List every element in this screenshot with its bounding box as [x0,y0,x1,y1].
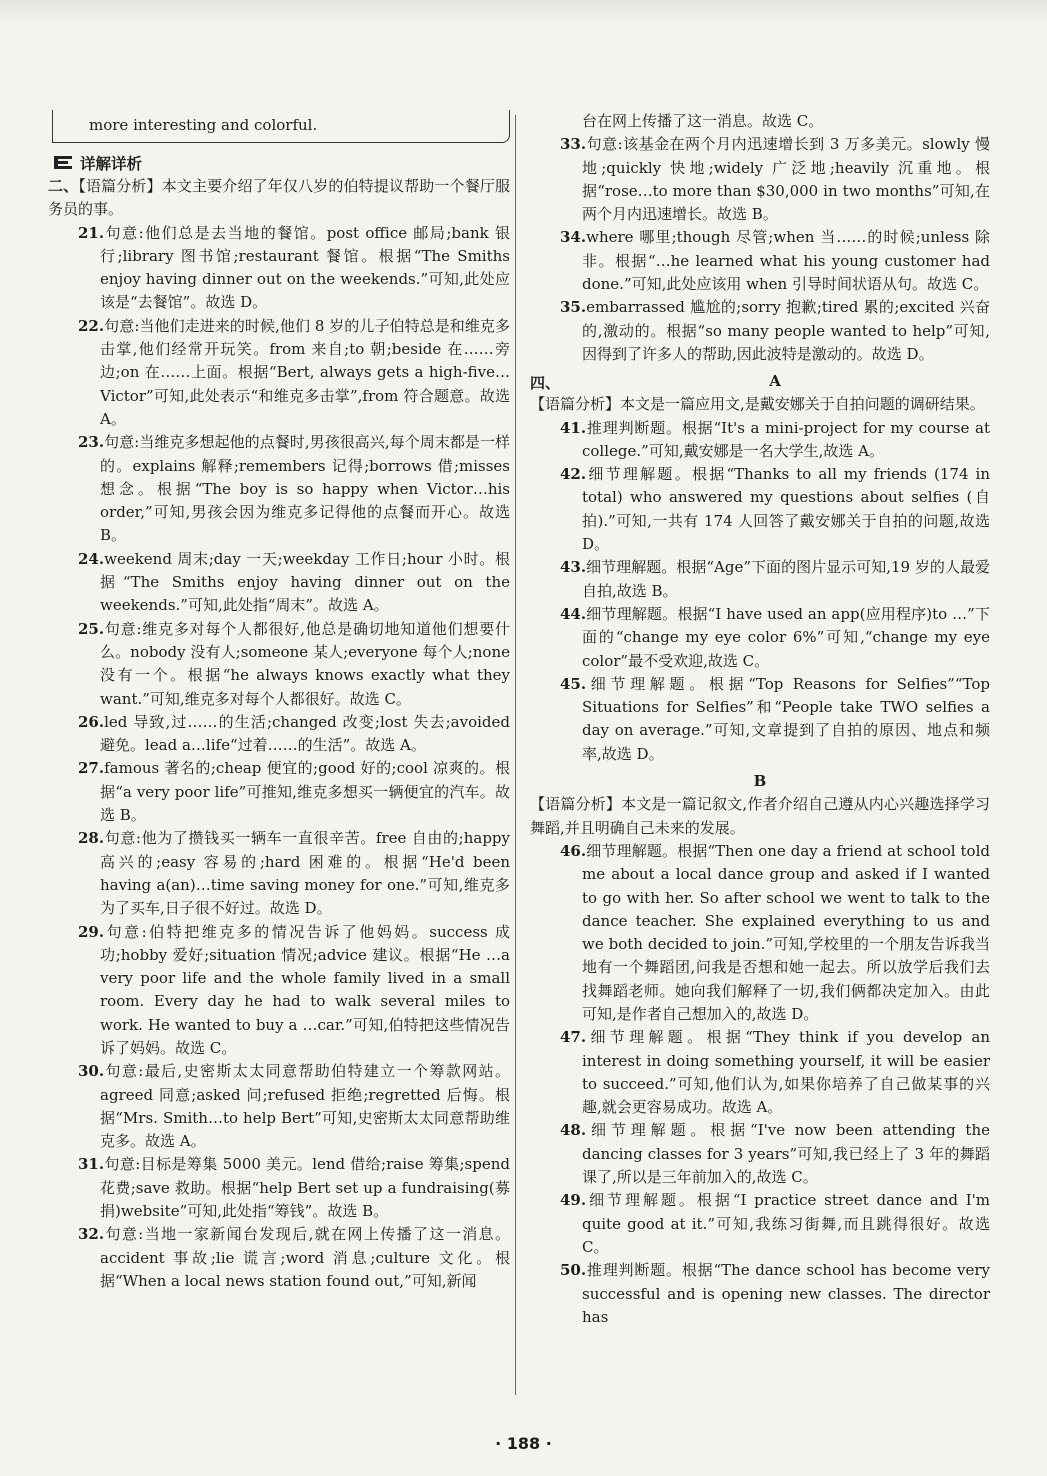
answer-item [48,1060,510,1153]
answer-item [48,618,510,711]
item-number: 24. [78,549,105,568]
item-number: 34. [560,228,587,247]
answer-item [48,548,510,618]
item-number: 49. [560,1191,587,1210]
item-number: 28. [78,829,105,848]
left-column [48,110,510,1293]
part-a-letter: A [769,372,781,391]
answer-item [530,133,990,226]
item-number: 50. [560,1261,587,1280]
list-icon [54,156,72,170]
section2-intro [48,175,510,222]
section4-header [530,372,990,393]
previous-box-tail [52,110,510,143]
box-tail-text: more interesting and colorful. [89,116,318,134]
section2-intro-text: 【语篇分析】本文主要介绍了年仅八岁的伯特提议帮助一个餐厅服务员的事。 [48,177,510,219]
item-number: 35. [560,298,587,317]
item-number: 30. [78,1062,105,1081]
section-heading [54,151,510,175]
answer-item [530,1189,990,1259]
item-text: 细节理解题。根据“Age”下面的图片显示可知,19 岁的人最爱自拍,故选 B。 [582,558,990,600]
answer-item [48,1223,510,1293]
column-divider [515,115,516,1395]
item-text: 细节理解题。根据“I practice street dance and I'm quite good at it.”可知,我练习街舞,而且跳得很好。故选 C。 [582,1191,990,1256]
right-column [530,110,990,1329]
answer-item [530,463,990,556]
item-number: 32. [78,1225,105,1244]
item-text: 句意:维克多对每个人都很好,他总是确切地知道他们想要什么。nobody 没有人;someone 某人;everyone 每个人;none 没有一个。根据“he always knows exactly what they want.”可知,维克多对每个人都很好。故选 C。 [100,619,510,708]
part-b-intro: 【语篇分析】本文是一篇记叙文,作者介绍自己遵从内心兴趣选择学习舞蹈,并且明确自己未来的发展。 [530,795,990,837]
answer-item [530,226,990,296]
answer-item [48,921,510,1061]
answer-item [530,603,990,673]
item-text: led 导致,过……的生活;changed 改变;lost 失去;avoided 避免。lead a…life“过着……的生活”。故选 A。 [100,712,510,755]
item-text: where 哪里;though 尽管;when 当……的时候;unless 除非。根据“…he learned what his young customer had done.”可知,此处应该用 when 引导时间状语从句。故选 C。 [582,228,990,294]
answer-item [48,222,510,315]
part-b-letter: B [753,772,767,791]
item-number: 47. [560,1028,587,1047]
item-text: embarrassed 尴尬的;sorry 抱歉;tired 累的;excited 兴奋的,激动的。根据“so many people wanted to help”可知,因得到了许多人的帮助,因此波特是激动的。故选 D。 [582,298,990,363]
answer-item [48,1153,510,1223]
item-number: 44. [560,604,587,623]
part-a-intro: 【语篇分析】本文是一篇应用文,是戴安娜关于自拍问题的调研结果。 [530,395,985,414]
item-text: 句意:他为了攒钱买一辆车一直很辛苦。free 自由的;happy 高兴的;easy 容易的;hard 困难的。根据“He'd been having a(an)…time saving money for one.”可知,维克多为了买车,日子很不好过。故选 D。 [100,829,510,918]
answer-item [530,673,990,766]
item-text: 细节理解题。根据“I've now been attending the dancing classes for 3 years”可知,我已经上了 3 年的舞蹈课了,所以是三年前加入的,故选 C。 [582,1121,990,1187]
answer-item [530,556,990,603]
item-text: 句意:当维克多想起他的点餐时,男孩很高兴,每个周末都是一样的。explains 解释;remembers 记得;borrows 借;misses 想念。根据“The boy is so happy when Victor…his order,”可知,男孩会因为维克多记得他的点餐而开心。故选 B。 [100,433,510,545]
page-number: · 188 · [495,1434,552,1453]
answer-item [48,315,510,431]
item-text: 细节理解题。根据“I have used an app(应用程序)to …”下面的“change my eye color 6%”可知,“change my eye color”最不受欢迎,故选 C。 [582,604,990,670]
item-number: 48. [560,1121,587,1140]
item-text: 句意:目标是筹集 5000 美元。lend 借给;raise 筹集;spend 花费;save 救助。根据“help Bert set up a fundraising(募捐)website”可知,此处指“筹钱”。故选 B。 [100,1155,510,1221]
section4-label: 四、 [530,374,561,393]
item-text: 细节理解题。根据“Top Reasons for Selfies”“Top Situations for Selfies”和“People take TWO selfies a day on average.”可知,文章提到了自拍的原因、地点和频率,故选 D。 [582,674,990,763]
item-number: 25. [78,619,105,638]
answer-item [48,711,510,758]
item-number: 27. [78,759,105,778]
item-number: 45. [560,674,587,693]
heading-text: 详解详析 [80,155,143,173]
answer-item [48,827,510,920]
item-number: 22. [78,316,105,335]
item-text: 句意:他们总是去当地的餐馆。post office 邮局;bank 银行;library 图书馆;restaurant 餐馆。根据“The Smiths enjoy having dinner out on the weekends.”可知,此处应该是“去餐馆”。故选 D。 [100,223,510,312]
item-number: 42. [560,465,587,484]
item-text: 细节理解题。根据“They think if you develop an interest in doing something yourself, it will be easier to succeed.”可知,他们认为,如果你培养了自己做某事的兴趣,就会更容易成功。故选 A。 [582,1028,990,1117]
item-text: famous 著名的;cheap 便宜的;good 好的;cool 凉爽的。根据“a very poor life”可推知,维克多想买一辆便宜的汽车。故选 B。 [100,759,510,825]
answer-item [530,1026,990,1119]
item-number: 31. [78,1155,105,1174]
item-number: 43. [560,558,587,577]
item-text: 句意:伯特把维克多的情况告诉了他妈妈。success 成功;hobby 爱好;situation 情况;advice 建议。根据“He …a very poor life and the whole family lived in a small room. Every day he had to walk several miles to work. He wanted to buy a …car.”可知,伯特把这些情况告诉了妈妈。故选 C。 [100,922,510,1057]
item-text: 句意:该基金在两个月内迅速增长到 3 万多美元。slowly 慢地;quickly 快地;widely 广泛地;heavily 沉重地。根据“rose…to more than $30,000 in two months”可知,在两个月内迅速增长。故选 B。 [582,135,990,224]
item-number: 21. [78,223,105,242]
answer-item [530,1259,990,1329]
item-text: 细节理解题。根据“Then one day a friend at school told me about a local dance group and asked if I wanted to go with her. So after school we went to talk to the dance teacher. She explained everything to us and we both decided to join.”可知,学校里的一个朋友告诉我当地有一个舞蹈团,问我是否想和她一起去。所以放学后我们去找舞蹈老师。她向我们解释了一切,我们俩都决定加入。由此可知,是作者自己想加入的,故选 D。 [582,841,990,1023]
item-continuation: 台在网上传播了这一消息。故选 C。 [582,112,824,130]
item-number: 23. [78,433,105,452]
item-number: 33. [560,135,587,154]
item-text: 句意:当他们走进来的时候,他们 8 岁的儿子伯特总是和维克多击掌,他们经常开玩笑。from 来自;to 朝;beside 在……旁边;on 在……上面。根据“Bert, always gets a high-five…Victor”可知,此处表示“和维克多击掌”,from 符合题意。故选 A。 [100,316,510,428]
answer-item [530,1119,990,1189]
answer-item [48,431,510,547]
item-number: 26. [78,712,105,731]
answer-item [530,296,990,366]
item-text: 推理判断题。根据“The dance school has become very successful and is opening new classes. The director has [582,1261,990,1326]
item-number: 29. [78,922,105,941]
item-text: 推理判断题。根据“It's a mini-project for my course at college.”可知,戴安娜是一名大学生,故选 A。 [582,418,990,460]
answer-item [530,417,990,464]
section2-label: 二、 [48,177,79,195]
item-text: 句意:当地一家新闻台发现后,就在网上传播了这一消息。accident 事故;lie 谎言;word 消息;culture 文化。根据“When a local news station found out,”可知,新闻 [100,1225,510,1290]
answer-item [48,757,510,827]
item-text: 句意:最后,史密斯太太同意帮助伯特建立一个筹款网站。agreed 同意;asked 问;refused 拒绝;regretted 后悔。根据“Mrs. Smith…to help Bert”可知,史密斯太太同意帮助维克多。故选 A。 [100,1062,510,1151]
item-text: 细节理解题。根据“Thanks to all my friends (174 in total) who answered my questions about selfies (自拍).”可知,一共有 174 人回答了戴安娜关于自拍的问题,故选 D。 [582,465,990,554]
answer-item [530,840,990,1026]
item-number: 46. [560,841,587,860]
scan-top-band [0,0,1047,22]
item-text: weekend 周末;day 一天;weekday 工作日;hour 小时。根据“The Smiths enjoy having dinner out on the weekends.”可知,此处指“周末”。故选 A。 [100,549,510,615]
item-number: 41. [560,418,587,437]
